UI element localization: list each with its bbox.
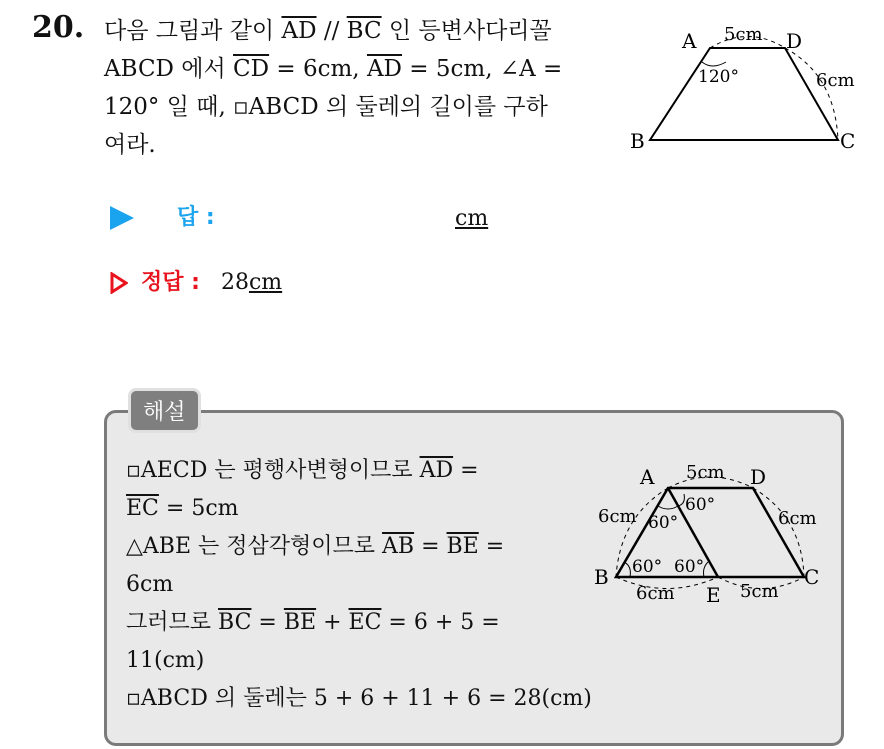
vertex-e: E	[706, 583, 721, 607]
segment-bc: $\overline{BC}$	[346, 18, 382, 44]
explanation-line-5: 그러므로 $\overline{BC} = \overline{BE} + \overline{EC} = 6 + 5$ =	[126, 610, 500, 635]
label-cd-length: 6cm	[816, 70, 855, 91]
explanation-line-3: △ABE 는 정삼각형이므로 $\overline{AB} = \overline{BE}$ =	[126, 534, 505, 559]
problem-text	[104, 12, 614, 164]
answer-row	[110, 200, 489, 231]
segment-ad-2: $\overline{AD}$	[366, 56, 402, 82]
vertex-d: D	[750, 465, 767, 489]
segment-cd: $\overline{CD}$	[233, 56, 270, 82]
trapezoid-figure	[620, 20, 870, 160]
vertex-b: B	[630, 129, 645, 153]
vertex-a: A	[640, 465, 655, 489]
vertex-c: C	[804, 565, 820, 589]
label-ab-length: 6cm	[598, 506, 637, 527]
trapezoid-shape	[650, 48, 838, 140]
vertex-d: D	[786, 29, 803, 53]
label-be-length: 6cm	[636, 583, 675, 604]
explanation-line-6: 11(cm)	[126, 648, 205, 673]
label-angle-bae: 60°	[648, 513, 679, 533]
label-ad-length: 5cm	[686, 462, 725, 483]
label-angle-a: 120°	[698, 67, 739, 87]
label-ad-length: 5cm	[724, 24, 763, 45]
explanation-tag: 해설	[128, 388, 201, 433]
label-angle-b: 60°	[632, 557, 663, 577]
vertex-a: A	[682, 29, 697, 53]
answer-label: 답 :	[177, 205, 215, 230]
problem-line-2: ABCD 에서 $\overline{CD} = 6cm$, $\overline{AD} = 5cm$, ∠A =	[104, 56, 563, 82]
vertex-c: C	[840, 129, 856, 153]
label-cd-length: 6cm	[778, 508, 817, 529]
problem-line-3: 120° 일 때, ▫ABCD 의 둘레의 길이를 구하	[104, 94, 548, 120]
problem-line-4: 여라.	[104, 132, 156, 158]
label-ec-length: 5cm	[740, 581, 779, 602]
answer-arrow-icon	[110, 206, 134, 230]
correct-value: 28	[220, 270, 249, 295]
problem-number: 20.	[32, 10, 85, 45]
correct-answer-row	[110, 265, 282, 296]
explanation-line-7: ▫ABCD 의 둘레는 5 + 6 + 11 + 6 = 28(cm)	[126, 686, 592, 711]
angle-a-arc	[702, 62, 726, 66]
correct-unit: cm	[248, 270, 283, 295]
correct-label: 정답 :	[141, 270, 200, 295]
correct-arrow-icon	[110, 272, 128, 294]
label-angle-ead: 60°	[685, 495, 716, 515]
label-angle-e: 60°	[674, 557, 705, 577]
explanation-line-2: $\overline{EC} = 5cm$	[126, 496, 239, 521]
explanation-line-1: ▫AECD 는 평행사변형이므로 $\overline{AD}$ =	[126, 458, 479, 483]
segment-ad: $\overline{AD}$	[281, 18, 317, 44]
answer-unit: cm	[455, 206, 489, 231]
vertex-b: B	[594, 565, 609, 589]
explanation-text	[126, 452, 592, 718]
solution-figure	[590, 462, 830, 612]
problem-line-1: 다음 그림과 같이 $\overline{AD} // \overline{BC}$ 인 등변사다리꼴	[104, 18, 552, 44]
explanation-line-4: 6cm	[126, 572, 174, 597]
